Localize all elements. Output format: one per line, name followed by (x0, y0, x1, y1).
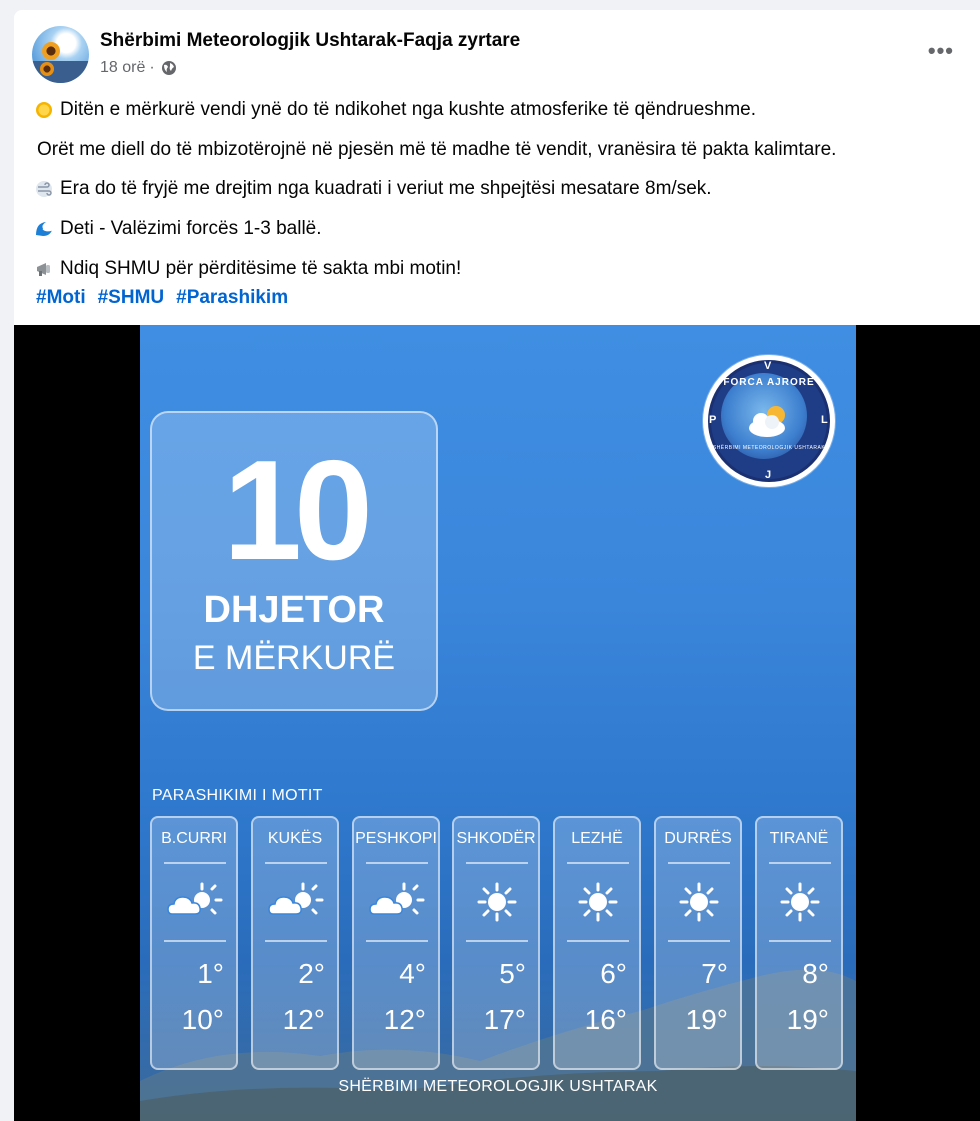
divider (366, 940, 428, 942)
logo-text-top: FORCA AJRORE (723, 377, 815, 388)
logo-letter-s: J (765, 469, 772, 481)
post-meta (100, 59, 177, 77)
temp-min: 2° (298, 958, 325, 989)
city-name: KUKËS (267, 830, 323, 847)
temp-min: 8° (802, 958, 829, 989)
sun-icon (668, 878, 730, 926)
temp-min: 1° (197, 958, 224, 989)
logo-letter-e: L (821, 414, 828, 426)
temp-max: 12° (383, 1004, 426, 1035)
city-name: LEZHË (571, 830, 623, 847)
partly-cloudy-icon (265, 878, 327, 926)
post-line (34, 216, 322, 242)
divider (466, 862, 528, 864)
temp-max: 10° (181, 1004, 224, 1035)
divider (164, 940, 226, 942)
wind-emoji-icon (34, 179, 54, 199)
divider (769, 862, 831, 864)
post-line-3: Era do të fryjë me drejtim nga kuadrati i veriut me shpejtësi mesatare 8m/sek. (60, 178, 712, 199)
divider (567, 940, 629, 942)
sun-icon (769, 878, 831, 926)
temp-max: 12° (282, 1004, 325, 1035)
post-card (14, 10, 980, 1121)
more-options-button[interactable]: ••• (927, 38, 954, 63)
post-line-4: Deti - Valëzimi forcës 1-3 ballë. (60, 218, 322, 239)
temp-min: 4° (399, 958, 426, 989)
post-line-5: Ndiq SHMU për përditësime të sakta mbi motin! (60, 258, 462, 279)
post-line (37, 137, 836, 163)
sun-icon (567, 878, 629, 926)
post-line-2: Orët me diell do të mbizotërojnë në pjesën më të madhe të vendit, vranësira të pakta kalimtare. (37, 139, 837, 160)
hashtag-link[interactable]: #Parashikim (176, 287, 289, 308)
city-name: DURRËS (664, 830, 732, 847)
city-name: PESHKOPI (355, 830, 437, 847)
wave-emoji-icon (34, 219, 54, 239)
sun-icon (466, 878, 528, 926)
date-weekday: E MËRKURË (192, 639, 396, 677)
post-header (14, 10, 980, 86)
post-line (34, 176, 712, 202)
logo-letter-w: P (709, 414, 717, 426)
city-card (150, 816, 238, 1070)
partly-cloudy-icon (164, 878, 226, 926)
city-card (553, 816, 641, 1070)
divider (466, 940, 528, 942)
city-forecast-list (150, 816, 846, 1070)
forecast-graphic (140, 325, 856, 1121)
divider (567, 862, 629, 864)
hashtag-row (36, 285, 294, 311)
partly-cloudy-icon (366, 878, 428, 926)
post-line (34, 97, 756, 123)
temp-max: 19° (685, 1004, 728, 1035)
city-name: TIRANË (769, 830, 829, 847)
date-day: 10 (223, 431, 365, 590)
city-card (452, 816, 540, 1070)
temp-max: 17° (483, 1004, 526, 1035)
temp-max: 19° (786, 1004, 829, 1035)
city-card (352, 816, 440, 1070)
meta-separator: · (149, 59, 155, 76)
city-name: SHKODËR (456, 830, 536, 847)
graphic-footer: SHËRBIMI METEOROLOGJIK USHTARAK (338, 1078, 658, 1095)
sun-emoji-icon (34, 100, 54, 120)
divider (265, 862, 327, 864)
hashtag-link[interactable]: #Moti (36, 287, 86, 308)
temp-max: 16° (584, 1004, 627, 1035)
city-card (755, 816, 843, 1070)
city-name: B.CURRI (161, 830, 227, 847)
page-name-link[interactable]: Shërbimi Meteorologjik Ushtarak-Faqja zyrtare (100, 30, 521, 51)
forecast-title: PARASHIKIMI I MOTIT (152, 787, 323, 804)
logo-cloud-icon (743, 401, 795, 441)
post-media[interactable] (14, 325, 980, 1121)
globe-icon[interactable] (161, 60, 177, 76)
city-card (251, 816, 339, 1070)
megaphone-emoji-icon (34, 259, 54, 279)
temp-min: 7° (701, 958, 728, 989)
divider (265, 940, 327, 942)
divider (668, 940, 730, 942)
temp-min: 5° (499, 958, 526, 989)
city-card (654, 816, 742, 1070)
logo-text-bottom: SHËRBIMI METEOROLOGJIK USHTARAK (712, 445, 826, 451)
post-line-1: Ditën e mërkurë vendi ynë do të ndikohet nga kushte atmosferike të qëndrueshme. (60, 99, 757, 120)
post-line (34, 256, 461, 282)
divider (366, 862, 428, 864)
date-month: DHJETOR (203, 589, 385, 631)
hashtag-link[interactable]: #SHMU (97, 287, 165, 308)
temp-min: 6° (600, 958, 627, 989)
air-force-logo (703, 355, 835, 487)
logo-letter-n: V (764, 360, 772, 372)
post-time[interactable]: 18 orë (100, 59, 146, 76)
divider (164, 862, 226, 864)
divider (769, 940, 831, 942)
date-box (150, 411, 438, 711)
page-avatar[interactable] (32, 26, 89, 83)
divider (668, 862, 730, 864)
